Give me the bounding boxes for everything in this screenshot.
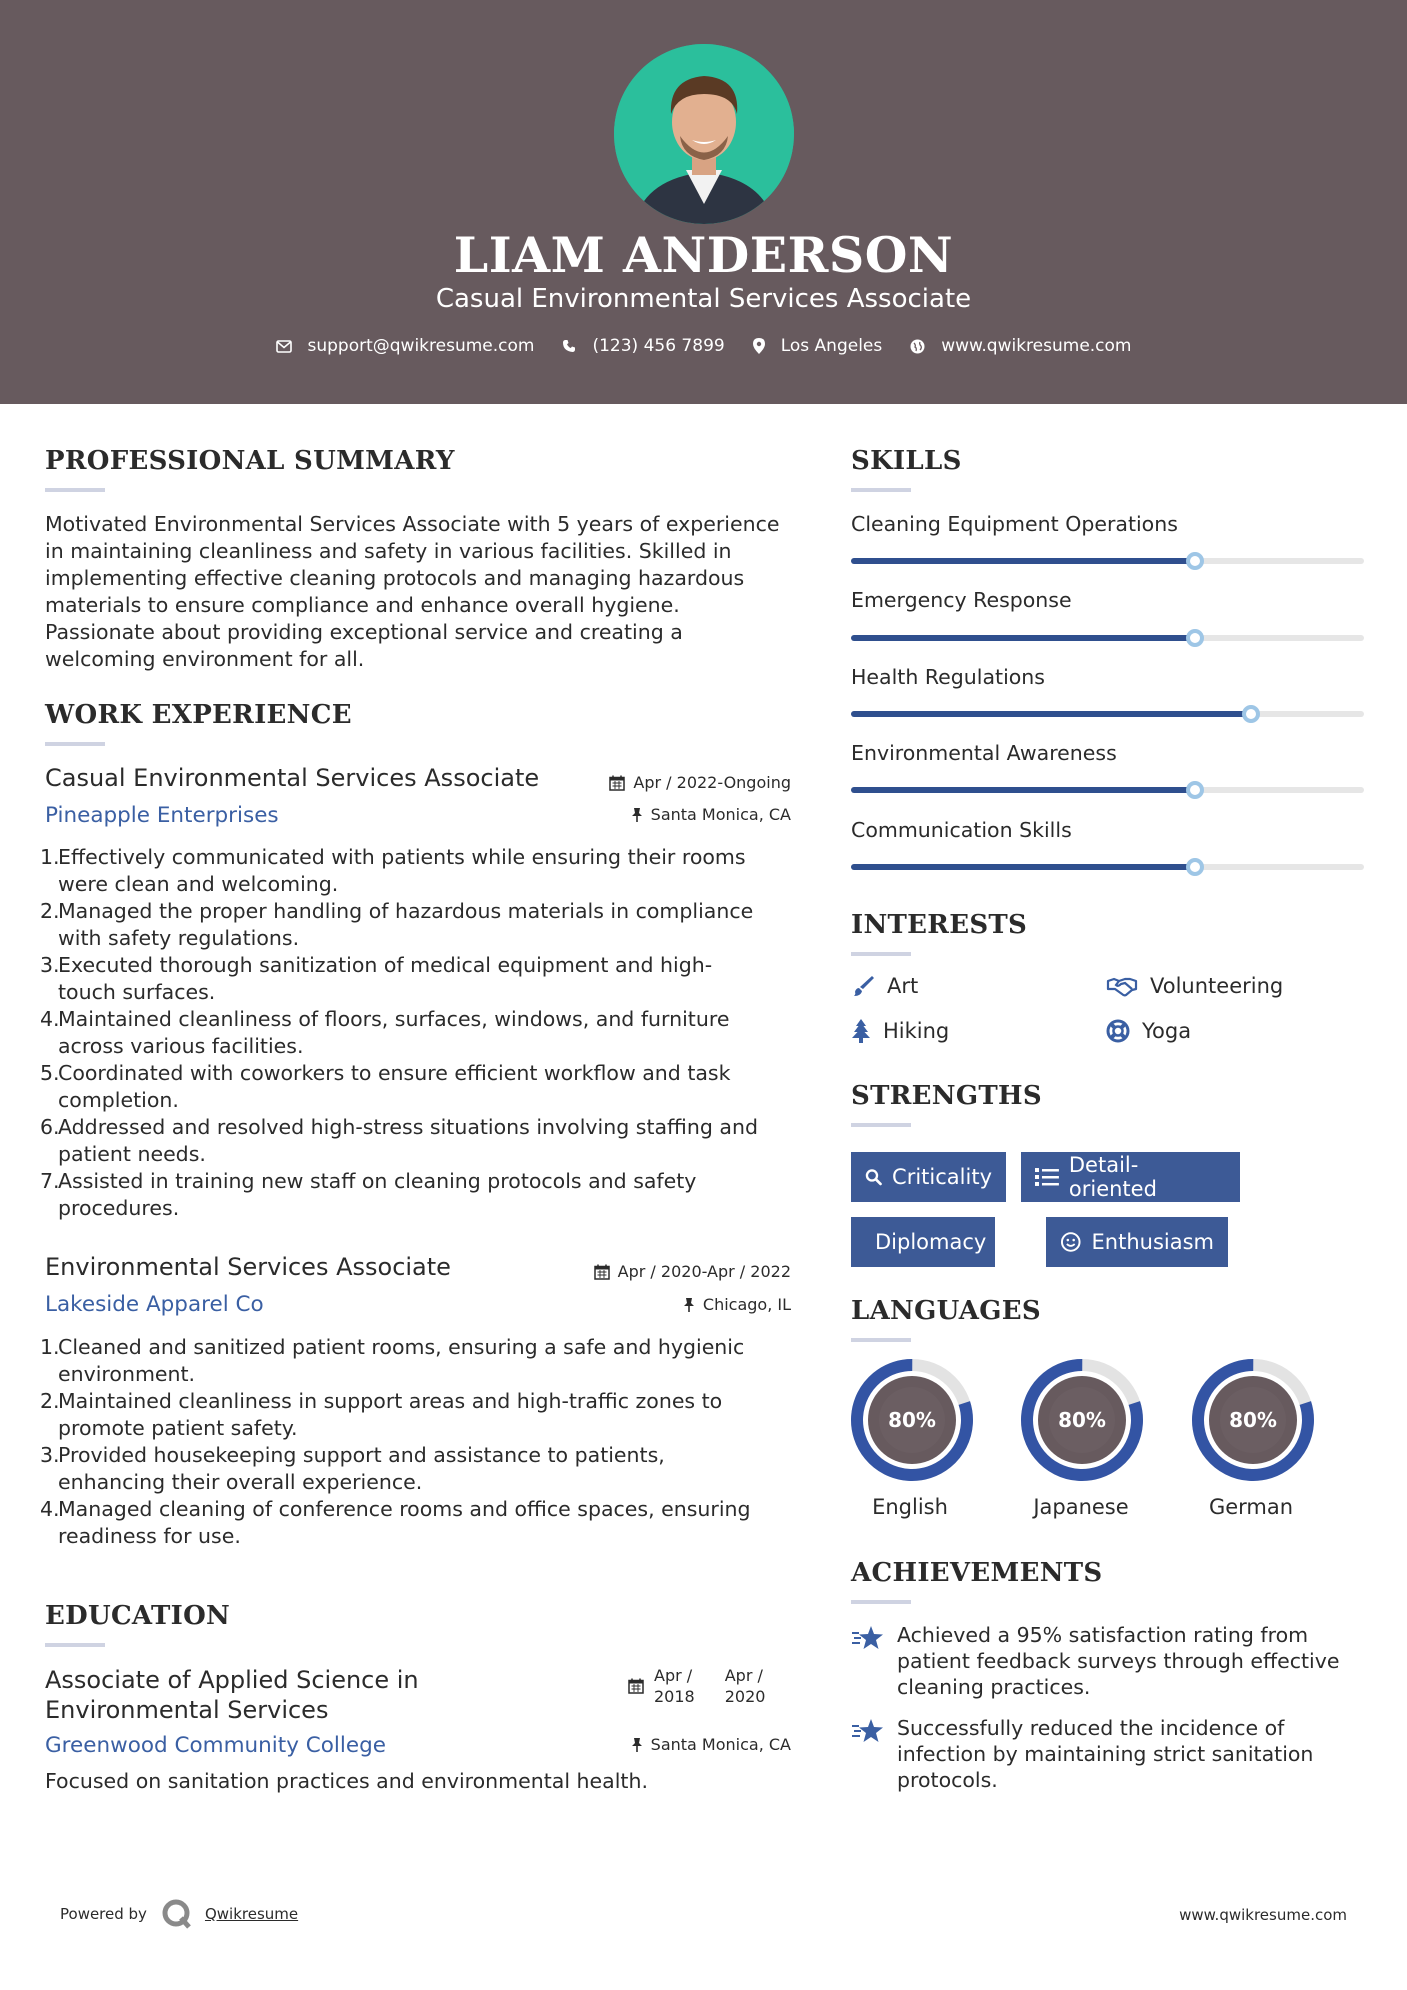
company-name: Pineapple Enterprises [45, 803, 279, 828]
education-heading: EDUCATION [45, 1601, 231, 1631]
language-percent: 80% [1058, 1408, 1106, 1432]
achievement-text: Achieved a 95% satisfaction rating from patient feedback surveys through effective cleaning practices. [897, 1623, 1340, 1699]
language-ring [1019, 1357, 1145, 1483]
end-date: Apr / 2020 [724, 1666, 766, 1706]
paintbrush-icon [851, 974, 875, 998]
interest-item: Yoga [1106, 1019, 1191, 1043]
skills-heading: SKILLS [851, 446, 962, 476]
skill-label: Communication Skills [851, 818, 1072, 842]
language-label: Japanese [1033, 1495, 1129, 1519]
calendar-icon [628, 1678, 644, 1694]
skill-bar [851, 787, 1364, 793]
work-heading: WORK EXPERIENCE [45, 700, 352, 730]
education-location: Santa Monica, CA [531, 1735, 791, 1754]
qwikresume-link[interactable]: Qwikresume [204, 1905, 299, 1923]
achievements-heading: ACHIEVEMENTS [851, 1558, 1103, 1588]
summary-heading: PROFESSIONAL SUMMARY [45, 446, 455, 476]
skill-bar [851, 864, 1364, 870]
qwikresume-logo-icon [161, 1898, 193, 1930]
resume-header [0, 0, 1407, 404]
strength-tag: Detail-oriented [1021, 1152, 1240, 1202]
skill-bar [851, 635, 1364, 641]
company-name: Lakeside Apparel Co [45, 1292, 264, 1317]
skill-bar [851, 711, 1364, 717]
list-item: 3. Provided housekeeping support and assistance to patients, enhancing their overall experience. [40, 1443, 665, 1494]
skill-bar-fill [851, 711, 1251, 717]
shooting-star-icon [851, 1624, 885, 1652]
interests-heading-rule [851, 952, 911, 956]
footer-url[interactable]: www.qwikresume.com [1179, 1906, 1347, 1924]
interest-item: Hiking [851, 1019, 949, 1043]
list-item: 7. Assisted in training new staff on cleaning protocols and safety procedures. [40, 1169, 697, 1220]
language-percent: 80% [1229, 1408, 1277, 1432]
profile-photo [614, 44, 794, 224]
list-item: 3. Executed thorough sanitization of medical equipment and high- touch surfaces. [40, 953, 713, 1004]
strength-tag: Diplomacy [851, 1217, 995, 1267]
envelope-icon [276, 340, 292, 353]
shooting-star-icon [851, 1717, 885, 1745]
skill-label: Health Regulations [851, 665, 1045, 689]
education-date [628, 1665, 765, 1707]
person-portrait-icon [614, 44, 794, 224]
language-percent: 80% [888, 1408, 936, 1432]
language-ring [1190, 1357, 1316, 1483]
list-item: 4. Managed cleaning of conference rooms and office spaces, ensuring readiness for use. [40, 1497, 751, 1548]
contact-email[interactable] [276, 336, 535, 356]
work-heading-rule [45, 742, 105, 746]
job-duties-list [40, 844, 758, 1222]
contact-phone[interactable] [562, 336, 724, 356]
education-heading-rule [45, 1643, 105, 1647]
strengths-heading: STRENGTHS [851, 1081, 1042, 1111]
skill-bar-knob [1186, 629, 1204, 647]
achievement-item [851, 1715, 1371, 1793]
skill-bar-fill [851, 558, 1195, 564]
skill-bar-fill [851, 787, 1195, 793]
list-item: 4. Maintained cleanliness of floors, surfaces, windows, and furniture across various facilities. [40, 1007, 730, 1058]
skill-bar-knob [1186, 781, 1204, 799]
phone-text: (123) 456 7899 [592, 336, 725, 356]
summary-text: Motivated Environmental Services Associate with 5 years of experience in maintaining cleanliness and safety in various facilities. Skilled in implementing effective cleaning protocols and managing hazardous materials to ensure compliance and enhance overall hygiene. Passionate about providing exceptional service and creating a welcoming environment for all. [45, 512, 780, 671]
contact-location [753, 336, 883, 356]
languages-heading-rule [851, 1338, 911, 1342]
skill-bar-knob [1186, 858, 1204, 876]
pushpin-icon [683, 1297, 695, 1313]
list-item: 1. Cleaned and sanitized patient rooms, ensuring a safe and hygienic environment. [40, 1335, 745, 1386]
list-item: 1. Effectively communicated with patients while ensuring their rooms were clean and welcoming. [40, 845, 746, 896]
lifering-icon [1106, 1019, 1130, 1043]
list-icon [1035, 1167, 1059, 1187]
pushpin-icon [631, 1737, 643, 1753]
tree-icon [851, 1019, 871, 1043]
interests-heading: INTERESTS [851, 910, 1028, 940]
skill-bar-knob [1186, 552, 1204, 570]
strength-tag: Criticality [851, 1152, 1006, 1202]
globe-icon [910, 339, 925, 354]
contact-bar [0, 336, 1407, 356]
school-name: Greenwood Community College [45, 1733, 386, 1758]
list-item: 6. Addressed and resolved high-stress situations involving staffing and patient needs. [40, 1115, 758, 1166]
degree-title: Associate of Applied Science in Environmental Services [45, 1666, 419, 1724]
pushpin-icon [631, 807, 643, 823]
handshake-icon [1106, 975, 1138, 997]
skill-bar-fill [851, 635, 1195, 641]
language-label: German [1208, 1495, 1294, 1519]
location-text: Los Angeles [780, 336, 883, 356]
job-title: Casual Environmental Services Associate [45, 764, 540, 792]
language-label: English [872, 1495, 948, 1519]
map-pin-icon [753, 338, 765, 354]
list-item: 5. Coordinated with coworkers to ensure efficient workflow and task completion. [40, 1061, 731, 1112]
languages-heading: LANGUAGES [851, 1296, 1041, 1326]
education-description: Focused on sanitation practices and environmental health. [45, 1769, 648, 1793]
achievement-item [851, 1622, 1371, 1700]
email-text: support@qwikresume.com [307, 336, 535, 356]
list-item: 2. Managed the proper handling of hazardous materials in compliance with safety regulations. [40, 899, 754, 950]
skill-bar-fill [851, 864, 1195, 870]
contact-website[interactable] [910, 336, 1131, 356]
language-ring [849, 1357, 975, 1483]
skill-label: Cleaning Equipment Operations [851, 512, 1178, 536]
search-icon [865, 1166, 882, 1188]
skill-label: Emergency Response [851, 588, 1072, 612]
interest-item: Volunteering [1106, 974, 1283, 998]
job-duties-list [40, 1334, 751, 1550]
smile-icon [1060, 1231, 1082, 1253]
footer-powered-by: Powered by Qwikresume [60, 1898, 298, 1930]
start-date: Apr / 2018 [654, 1666, 695, 1706]
skill-bar [851, 558, 1364, 564]
phone-icon [562, 339, 576, 353]
website-text: www.qwikresume.com [941, 336, 1132, 356]
achievement-text: Successfully reduced the incidence of infection by maintaining strict sanitation protocols. [897, 1716, 1314, 1792]
job-date: Apr / 2020-Apr / 2022 [531, 1262, 791, 1281]
skills-heading-rule [851, 488, 911, 492]
strengths-heading-rule [851, 1123, 911, 1127]
calendar-icon [609, 775, 625, 791]
calendar-icon [594, 1264, 610, 1280]
job-date: Apr / 2022-Ongoing [531, 773, 791, 792]
job-title: Environmental Services Associate [45, 1253, 451, 1281]
summary-heading-rule [45, 488, 105, 492]
candidate-name: LIAM ANDERSON [453, 226, 954, 284]
job-location: Santa Monica, CA [531, 805, 791, 824]
candidate-role: Casual Environmental Services Associate [435, 284, 972, 314]
job-location: Chicago, IL [531, 1295, 791, 1314]
list-item: 2. Maintained cleanliness in support areas and high-traffic zones to promote patient safety. [40, 1389, 723, 1440]
skill-label: Environmental Awareness [851, 741, 1117, 765]
strength-tag: Enthusiasm [1046, 1217, 1228, 1267]
interest-item: Art [851, 974, 918, 998]
achievements-heading-rule [851, 1600, 911, 1604]
skill-bar-knob [1242, 705, 1260, 723]
